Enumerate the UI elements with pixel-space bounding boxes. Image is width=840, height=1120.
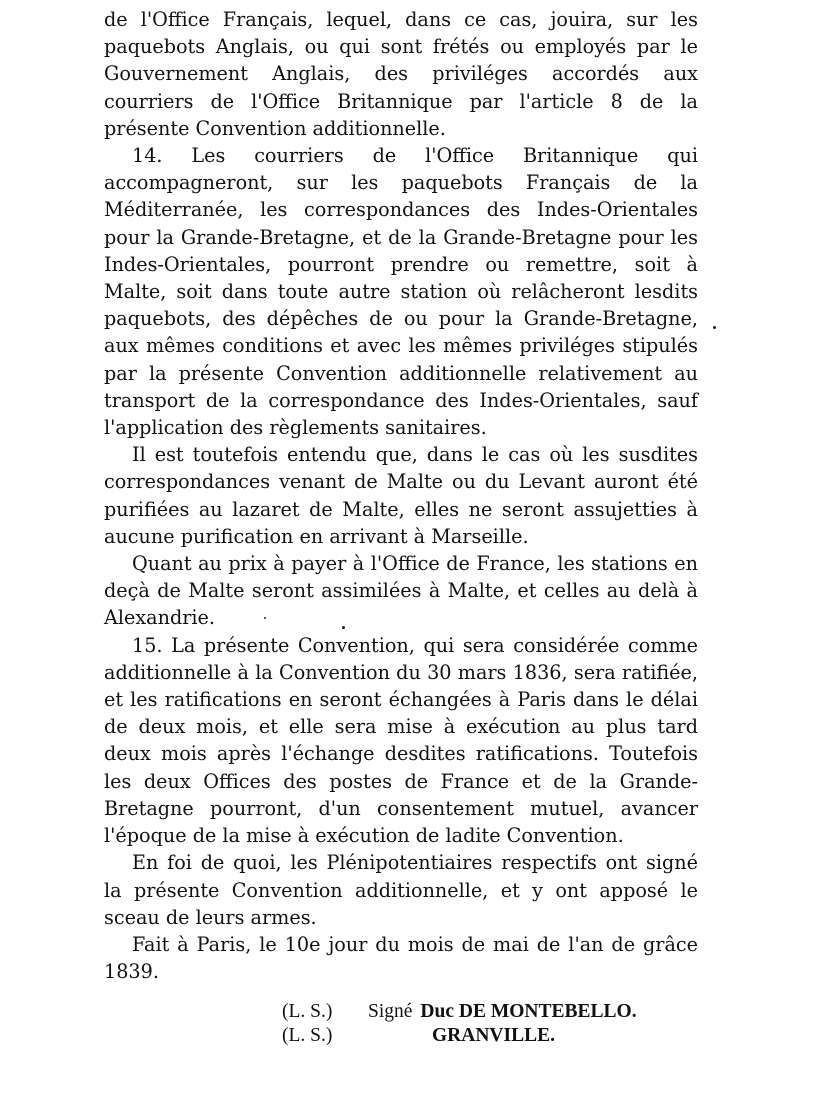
paragraph-article-15: 15. La présente Convention, qui sera considérée comme additionnelle à la Convention du 30 mars 1836, sera ratifiée, et les ratifications en seront échangées à Paris dans le délai de deux mois, et elle sera mise à exécution au plus tard deux mois après l'échange desdites ratifications. Toutefois les deux Offices des postes de France et de la Grande-Bretagne pourront, d'un consentement mutuel, avancer l'époque de la mise à exécution de ladite Convention. bbox=[104, 633, 698, 848]
signature-row-montebello bbox=[282, 1000, 637, 1024]
paragraph-en-foi: En foi de quoi, les Plénipotentiaires respectifs ont signé la présente Convention additionnelle, et y ont apposé le sceau de leurs armes. bbox=[104, 851, 698, 929]
seal-mark: (L. S.) bbox=[282, 1001, 333, 1022]
signatory-granville: GRANVILLE. bbox=[432, 1025, 555, 1046]
paragraph-article-14: 14. Les courriers de l'Office Britannique qui accompagneront, sur les paquebots Français de la Méditerranée, les correspondances des Indes-Orientales pour la Grande-Bretagne, et de la Grande-Bretagne pour les Indes-Orientales, pourront prendre ou remettre, soit à Malte, soit dans toute autre station où relâcheront lesdits paquebots, des dépêches de ou pour la Grande-Bretagne, aux mêmes conditions et avec les mêmes priviléges stipulés par la présente Convention additionnelle relativement au transport de la correspondance des Indes-Orientales, sauf l'application des règlements sanitaires. bbox=[104, 144, 698, 440]
signe-label: Signé bbox=[368, 1001, 413, 1022]
signatory-montebello: Duc DE MONTEBELLO. bbox=[420, 1001, 637, 1022]
document-body bbox=[104, 6, 698, 985]
paragraph-entendu: Il est toutefois entendu que, dans le cas où les susdites correspondances venant de Malte ou du Levant auront été purifiées au lazaret de Malte, elles ne seront assujetties à aucune purification en arrivant à Marseille. bbox=[104, 443, 698, 548]
scan-speck bbox=[713, 326, 716, 329]
paragraph-prix: Quant au prix à payer à l'Office de France, les stations en deçà de Malte seront assimilées à Malte, et celles au delà à Alexandrie. bbox=[104, 552, 698, 630]
signature-block bbox=[282, 1000, 637, 1048]
scan-speck bbox=[264, 617, 266, 619]
seal-mark: (L. S.) bbox=[282, 1025, 333, 1046]
paragraph-fait-a-paris: Fait à Paris, le 10e jour du mois de mai de l'an de grâce 1839. bbox=[104, 932, 698, 984]
signature-row-granville bbox=[282, 1024, 637, 1048]
scan-speck bbox=[342, 626, 345, 629]
paragraph-continuation: de l'Office Français, lequel, dans ce cas, jouira, sur les paquebots Anglais, ou qui sont frétés ou employés par le Gouvernement Anglais, des priviléges accordés aux courriers de l'Office Britannique par l'article 8 de la présente Convention additionnelle. bbox=[104, 8, 698, 140]
